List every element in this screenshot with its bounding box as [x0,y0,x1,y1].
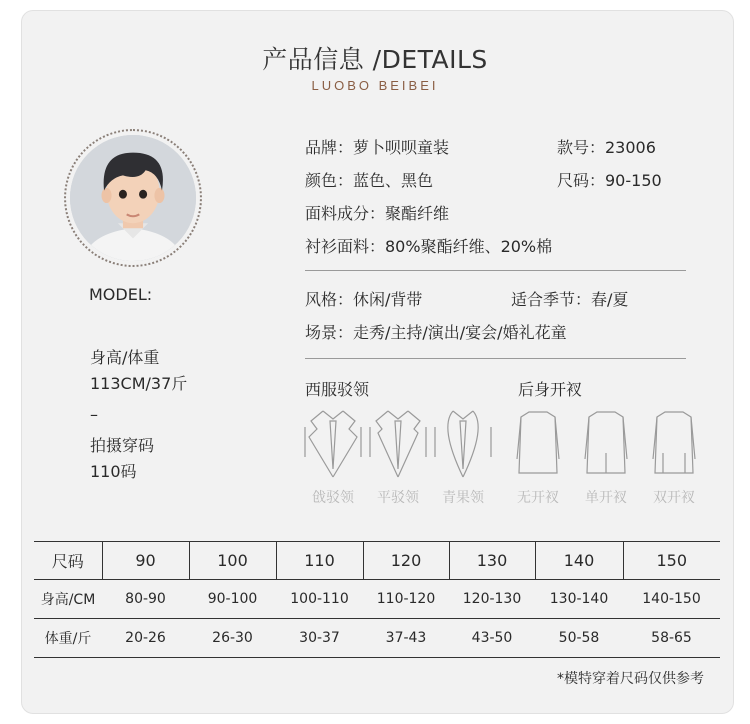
model-label: MODEL: [89,285,153,304]
size-header-cell: 140 [535,542,623,580]
notch-lapel-icon [368,407,428,481]
brand-subtitle: LUOBO BEIBEI [311,78,439,93]
size-header-cell: 100 [189,542,276,580]
single-vent-icon [583,409,629,477]
fabric-info: 面料成分：聚酯纤维 [305,204,450,223]
shawl-lapel-icon [433,407,493,481]
color-info: 颜色：蓝色、黑色 [305,171,434,190]
season-info: 适合季节：春/夏 [511,290,629,309]
size-range-info: 尺码：90-150 [557,171,662,190]
size-header-cell: 90 [102,542,189,580]
size-header-cell: 120 [363,542,449,580]
model-avatar [64,129,202,267]
table-cell: 58-65 [623,619,720,658]
table-cell: 130-140 [535,580,623,619]
shoot-size-label: 拍摄穿码 [90,436,155,455]
no-vent-icon [515,409,561,477]
shirt-fabric-info: 衬衫面料：80%聚酯纤维、20%棉 [305,237,553,256]
table-cell: 43-50 [449,619,535,658]
table-cell: 30-37 [276,619,363,658]
size-header-cell: 尺码 [34,542,102,580]
double-vent-icon [651,409,697,477]
style-info: 风格：休闲/背带 [305,290,423,309]
shawl-lapel-caption: 青果领 [442,490,484,506]
size-table [34,541,720,658]
table-cell: 50-58 [535,619,623,658]
size-header-cell: 110 [276,542,363,580]
table-cell: 26-30 [189,619,276,658]
peak-lapel-icon [303,407,363,481]
style-number-info: 款号：23006 [557,138,656,157]
peak-lapel-caption: 戗驳领 [312,490,354,506]
size-table-header-row [34,542,720,580]
table-cell: 37-43 [363,619,449,658]
table-cell: 体重/斤 [34,619,102,658]
table-cell: 80-90 [102,580,189,619]
brand-info: 品牌：萝卜呗呗童装 [305,138,450,157]
table-cell: 120-130 [449,580,535,619]
page-title: 产品信息 /DETAILS [262,45,488,74]
weight-row [34,619,720,658]
scene-info: 场景：走秀/主持/演出/宴会/婚礼花童 [305,323,567,342]
table-cell: 身高/CM [34,580,102,619]
double-vent-caption: 双开衩 [653,490,695,506]
height-weight-label: 身高/体重 [90,348,160,367]
divider-line [305,270,686,271]
size-header-cell: 150 [623,542,720,580]
divider-line [305,358,686,359]
size-header-cell: 130 [449,542,535,580]
notch-lapel-caption: 平驳领 [377,490,419,506]
model-photo [70,135,196,261]
table-cell: 100-110 [276,580,363,619]
collar-section-title: 西服驳领 [305,380,370,399]
shoot-size-value: 110码 [90,462,137,481]
height-row [34,580,720,619]
divider-dash: – [90,405,98,424]
height-weight-value: 113CM/37斤 [90,374,188,393]
single-vent-caption: 单开衩 [585,490,627,506]
table-cell: 20-26 [102,619,189,658]
no-vent-caption: 无开衩 [517,490,559,506]
table-cell: 90-100 [189,580,276,619]
vent-section-title: 后身开衩 [518,380,583,399]
table-cell: 140-150 [623,580,720,619]
size-note: *模特穿着尺码仅供参考 [557,671,704,687]
table-cell: 110-120 [363,580,449,619]
